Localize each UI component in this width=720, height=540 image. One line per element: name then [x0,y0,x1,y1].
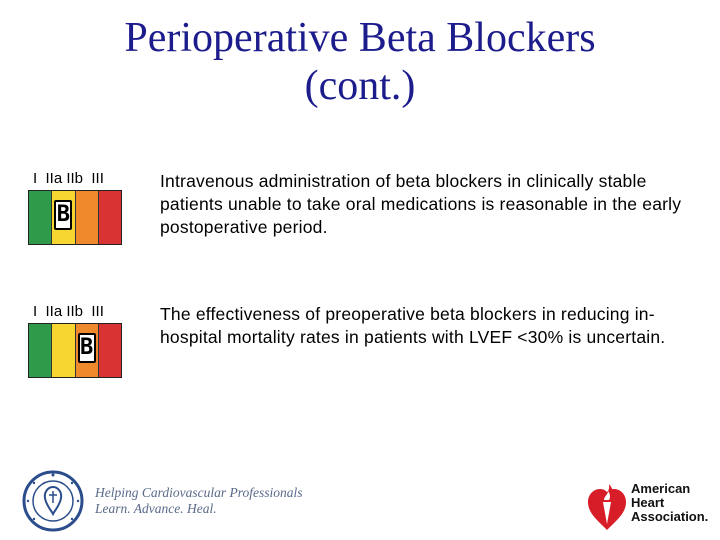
slide-title [0,14,720,110]
class-labels: I IIa IIb III [33,170,104,187]
aha-line1: American [631,481,691,496]
aha-logo [585,478,715,534]
class-iii-bar [99,324,121,377]
slide-title-line2: (cont.) [304,63,416,109]
acc-tagline-line2: Learn. Advance. Heal. [95,501,217,516]
heart-torch-icon [585,478,629,534]
class-labels: I IIa IIb III [33,303,104,320]
aha-wordmark [631,482,708,524]
class-iia-bar [52,191,75,244]
acc-tagline-line1: Helping Cardiovascular Professionals [95,485,303,500]
class-i-bar [29,191,52,244]
level-of-evidence-badge: B [54,200,72,230]
slide-title-line1: Perioperative Beta Blockers [124,15,596,61]
class-indicator-bars [28,190,122,245]
class-iib-bar [76,191,99,244]
class-iib-bar [76,324,99,377]
recommendation-text: Intravenous administration of beta blockers in clinically stable patients unable to take oral medications is reasonable in the early postoperative period. [160,171,682,237]
acc-tagline [95,485,303,517]
level-of-evidence-badge: B [78,333,96,363]
class-iii-bar [99,191,121,244]
acc-seal-icon [22,470,84,532]
class-iia-bar [52,324,75,377]
recommendation-text: The effectiveness of preoperative beta blockers in reducing in-hospital mortality rates in patients with LVEF <30% is uncertain. [160,304,666,347]
aha-line2: Heart [631,495,665,510]
class-indicator-bars [28,323,122,378]
class-i-bar [29,324,52,377]
aha-line3: Association. [631,509,709,524]
